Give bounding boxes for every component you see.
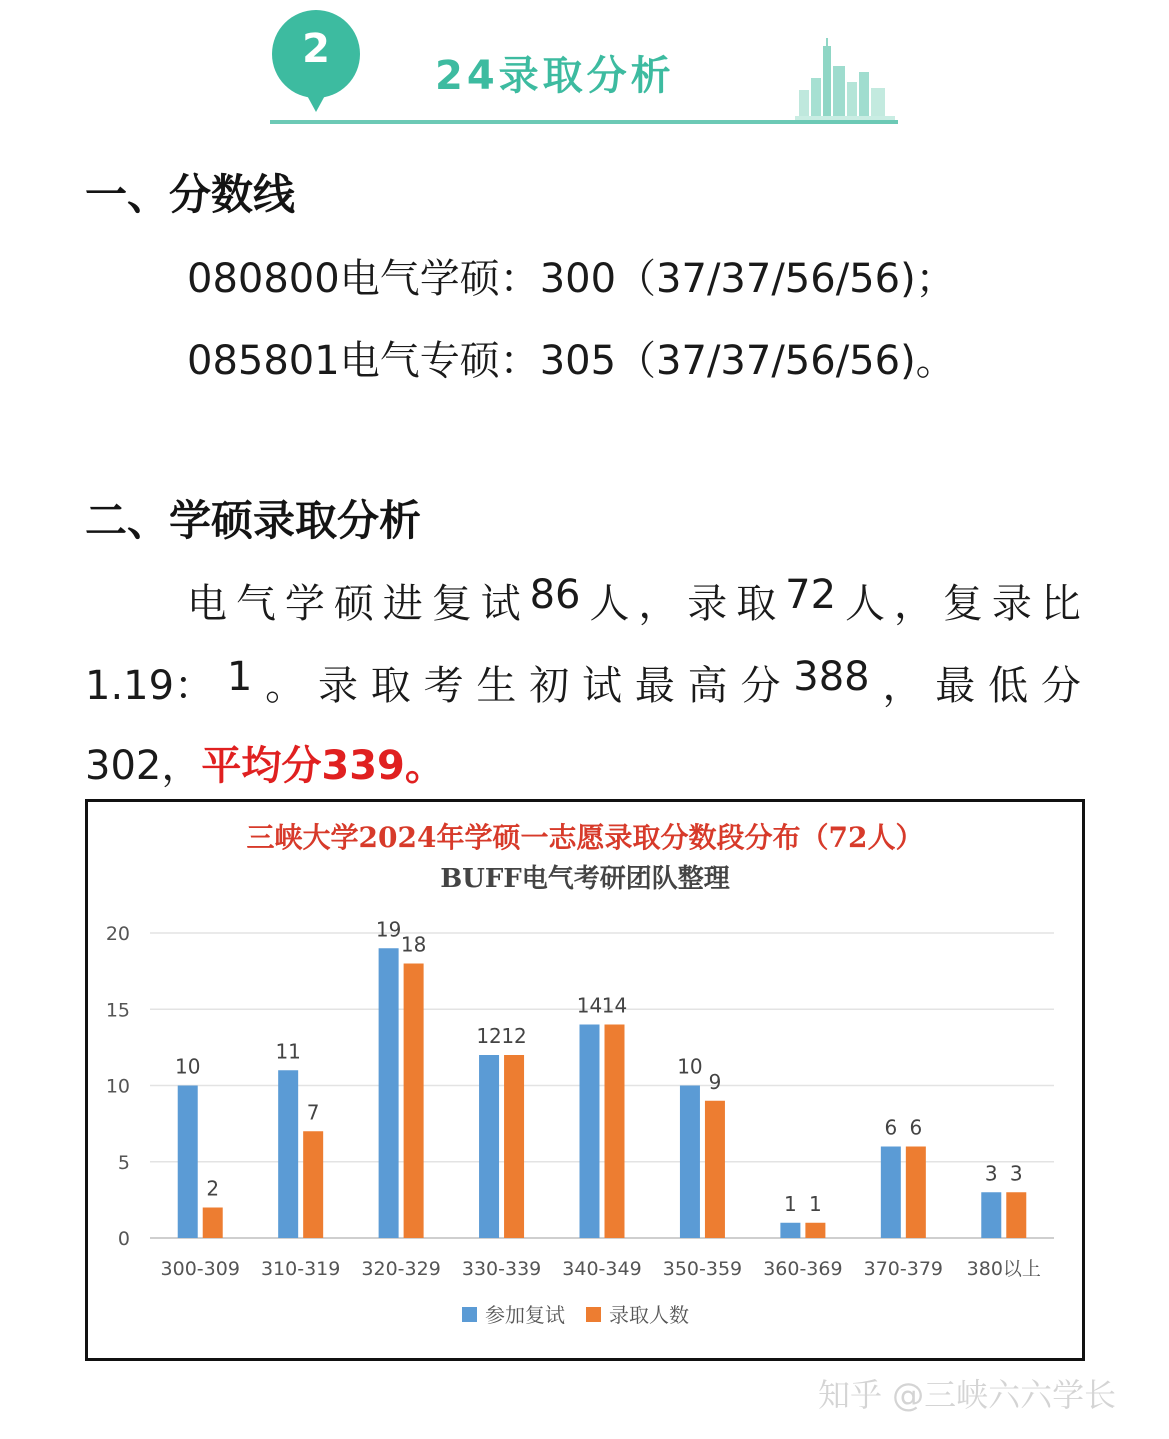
data-label: 6 <box>909 1115 923 1140</box>
data-label: 2 <box>206 1176 220 1201</box>
x-tick-label: 320-329 <box>361 1258 441 1280</box>
cutoff-line-academic: 080800电气学硕：300（37/37/56/56)； <box>187 256 956 302</box>
x-tick-label: 300-309 <box>160 1258 240 1280</box>
paragraph-token: 人 <box>589 581 630 627</box>
bar-admitted <box>906 1147 926 1239</box>
analysis-paragraph-line1 <box>187 572 1081 629</box>
cutoff-line-professional: 085801电气专硕：305（37/37/56/56)。 <box>187 338 956 384</box>
paragraph-token: 试 <box>582 663 623 709</box>
data-label: 3 <box>984 1161 998 1186</box>
paragraph-token: 取 <box>370 663 411 709</box>
data-label: 12 <box>501 1024 527 1048</box>
section1-heading: 一、分数线 <box>85 170 296 219</box>
data-label: 12 <box>476 1024 502 1048</box>
analysis-text: 302， <box>85 743 202 789</box>
legend-swatch <box>462 1307 477 1322</box>
x-tick-label: 310-319 <box>260 1258 341 1280</box>
banner-title: 24录取分析 <box>435 53 675 99</box>
paragraph-token: 取 <box>736 581 777 627</box>
analysis-paragraph-line2 <box>85 654 1081 711</box>
x-tick-label: 370-379 <box>863 1258 944 1280</box>
paragraph-token: 分 <box>1040 663 1081 709</box>
legend-label: 录取人数 <box>609 1303 689 1327</box>
y-tick-label: 20 <box>105 923 130 945</box>
paragraph-token: 最 <box>634 663 675 709</box>
paragraph-token: 电 <box>187 581 227 627</box>
paragraph-token: 复 <box>431 581 472 627</box>
y-tick-label: 15 <box>105 999 130 1022</box>
watermark: 知乎 @三峡六六学长 <box>818 1376 1117 1414</box>
paragraph-token: ， <box>893 581 934 627</box>
paragraph-token: 录 <box>687 581 728 627</box>
data-label: 6 <box>884 1115 898 1140</box>
data-label: 3 <box>1009 1161 1023 1186</box>
x-tick-label: 350-359 <box>662 1258 743 1280</box>
paragraph-token: ， <box>638 581 679 627</box>
paragraph-token: 气 <box>235 581 276 627</box>
x-tick-label: 380以上 <box>966 1258 1041 1280</box>
bar-admitted <box>404 964 424 1239</box>
bar-interview <box>178 1086 198 1239</box>
bar-admitted <box>303 1131 323 1238</box>
bar-interview <box>278 1070 298 1238</box>
section-banner <box>270 8 898 126</box>
legend-label: 参加复试 <box>485 1303 565 1327</box>
paragraph-token: 考 <box>423 663 464 709</box>
bar-interview <box>981 1192 1001 1238</box>
data-label: 19 <box>375 917 402 942</box>
average-score-highlight: 平均分339。 <box>201 743 445 789</box>
paragraph-token: 72 <box>785 572 837 618</box>
data-label: 11 <box>275 1039 301 1064</box>
x-tick-label: 340-349 <box>562 1258 642 1280</box>
data-label: 1 <box>784 1191 797 1216</box>
data-label: 10 <box>677 1054 703 1079</box>
bar-admitted <box>504 1055 524 1238</box>
y-tick-label: 5 <box>117 1151 130 1174</box>
section2-heading: 二、学硕录取分析 <box>85 496 422 545</box>
x-tick-label: 360-369 <box>763 1258 843 1280</box>
badge-number: 2 <box>302 26 330 72</box>
bar-interview <box>379 948 399 1238</box>
data-label: 14 <box>601 993 628 1018</box>
paragraph-token: 试 <box>480 581 521 627</box>
bar-admitted <box>705 1101 725 1238</box>
paragraph-token: 。 <box>265 663 306 709</box>
y-tick-label: 0 <box>117 1228 130 1250</box>
paragraph-token: ， <box>882 663 923 709</box>
bar-admitted <box>203 1208 223 1239</box>
bar-interview <box>580 1025 600 1239</box>
paragraph-token: 学 <box>284 581 325 627</box>
paragraph-token: 最 <box>935 663 976 709</box>
data-label: 14 <box>576 993 603 1018</box>
paragraph-token: 1.19： <box>85 663 215 709</box>
paragraph-token: 生 <box>476 663 517 709</box>
chart-title: 三峡大学2024年学硕一志愿录取分数段分布（72人） <box>246 821 924 854</box>
bar-interview <box>881 1147 901 1239</box>
paragraph-token: 分 <box>740 663 781 709</box>
banner-underline <box>270 120 898 124</box>
paragraph-token: 388 <box>793 654 870 700</box>
paragraph-token: 比 <box>1040 581 1081 627</box>
paragraph-token: 初 <box>529 663 570 709</box>
paragraph-token: 复 <box>942 581 983 627</box>
chart-frame <box>85 799 1085 1361</box>
y-tick-label: 10 <box>105 1075 130 1098</box>
x-tick-label: 330-339 <box>461 1258 542 1280</box>
paragraph-token: 低 <box>988 663 1029 709</box>
data-label: 18 <box>400 932 427 957</box>
chart-subtitle: BUFF电气考研团队整理 <box>440 864 730 894</box>
legend-swatch <box>586 1307 601 1322</box>
analysis-paragraph-line3 <box>85 734 445 791</box>
paragraph-token: 人 <box>845 581 885 627</box>
data-label: 7 <box>306 1100 320 1125</box>
paragraph-token: 86 <box>529 572 581 618</box>
paragraph-token: 录 <box>991 581 1032 627</box>
bar-interview <box>680 1086 700 1239</box>
data-label: 1 <box>809 1191 822 1216</box>
paragraph-token: 1 <box>226 654 253 700</box>
bar-interview <box>780 1223 800 1238</box>
paragraph-token: 硕 <box>333 581 374 627</box>
paragraph-token: 进 <box>382 581 423 627</box>
bar-admitted <box>1006 1192 1026 1238</box>
bar-chart <box>88 802 1082 1358</box>
badge-tail <box>304 90 328 112</box>
bar-admitted <box>805 1223 825 1238</box>
bar-admitted <box>605 1025 625 1239</box>
city-skyline-icon <box>795 38 895 120</box>
paragraph-token: 录 <box>317 663 358 709</box>
paragraph-token: 高 <box>687 663 728 709</box>
bar-interview <box>479 1055 499 1238</box>
data-label: 9 <box>708 1069 722 1094</box>
data-label: 10 <box>174 1054 201 1079</box>
